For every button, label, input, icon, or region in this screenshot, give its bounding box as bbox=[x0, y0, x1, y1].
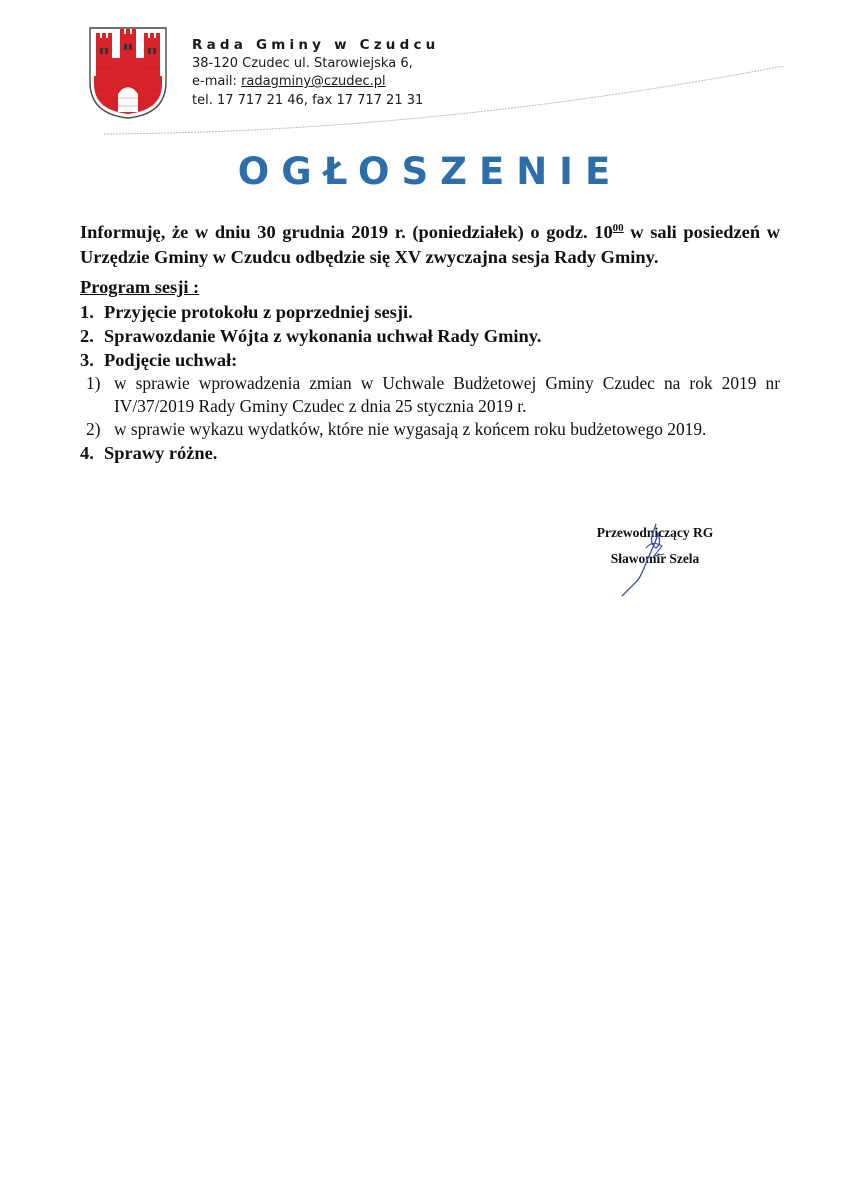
signatory-name: Sławomir Szela bbox=[610, 551, 700, 566]
handwritten-signature bbox=[612, 518, 672, 598]
intro-text-part1: Informuję, że w dniu 30 grudnia 2019 r. (poniedziałek) o godz. 10 bbox=[80, 222, 613, 242]
email-link[interactable]: radagminy@czudec.pl bbox=[241, 74, 386, 89]
letterhead bbox=[0, 0, 848, 140]
item-number: 3. bbox=[80, 350, 94, 370]
item-text: Podjęcie uchwał: bbox=[104, 350, 238, 370]
item-text: Przyjęcie protokołu z poprzedniej sesji. bbox=[104, 302, 413, 322]
program-list bbox=[80, 300, 780, 465]
organization-name: Rada Gminy w Czudcu bbox=[192, 37, 440, 53]
announcement-intro bbox=[80, 216, 780, 270]
phone-fax: tel. 17 717 21 46, fax 17 717 21 31 bbox=[192, 92, 424, 108]
program-subitem bbox=[86, 418, 780, 441]
email-prefix: e-mail: bbox=[192, 74, 242, 89]
time-minutes-superscript: 00 bbox=[612, 222, 624, 234]
document-title: OGŁOSZENIE bbox=[237, 150, 623, 193]
signatory-role: Przewodniczący RG bbox=[596, 525, 714, 540]
intro-text-part2: w sali posiedzeń w Urzędzie Gminy w Czudcu odbędzie się XV zwyczajna sesja Rady Gminy. bbox=[80, 222, 780, 267]
item-text: Sprawozdanie Wójta z wykonania uchwał Rady Gminy. bbox=[104, 326, 542, 346]
item-number: 1. bbox=[80, 302, 94, 322]
subitem-number: 1) bbox=[86, 373, 101, 393]
item-number: 2. bbox=[80, 326, 94, 346]
subitem-text: w sprawie wykazu wydatków, które nie wygasają z końcem roku budżetowego 2019. bbox=[114, 419, 707, 439]
program-item bbox=[80, 324, 780, 348]
subitem-number: 2) bbox=[86, 419, 101, 439]
program-item bbox=[80, 441, 780, 465]
header-divider-curve bbox=[104, 66, 784, 146]
item-text: Sprawy różne. bbox=[104, 443, 218, 463]
program-item bbox=[80, 300, 780, 324]
address: 38-120 Czudec ul. Starowiejska 6, bbox=[192, 55, 413, 71]
program-item bbox=[80, 348, 780, 372]
subitem-text: w sprawie wprowadzenia zmian w Uchwale Budżetowej Gminy Czudec na rok 2019 nr IV/37/2019 Rady Gminy Czudec z dnia 25 stycznia 2019 r. bbox=[114, 373, 780, 416]
item-number: 4. bbox=[80, 443, 94, 463]
program-heading: Program sesji : bbox=[80, 277, 200, 297]
program-subitem bbox=[86, 372, 780, 418]
